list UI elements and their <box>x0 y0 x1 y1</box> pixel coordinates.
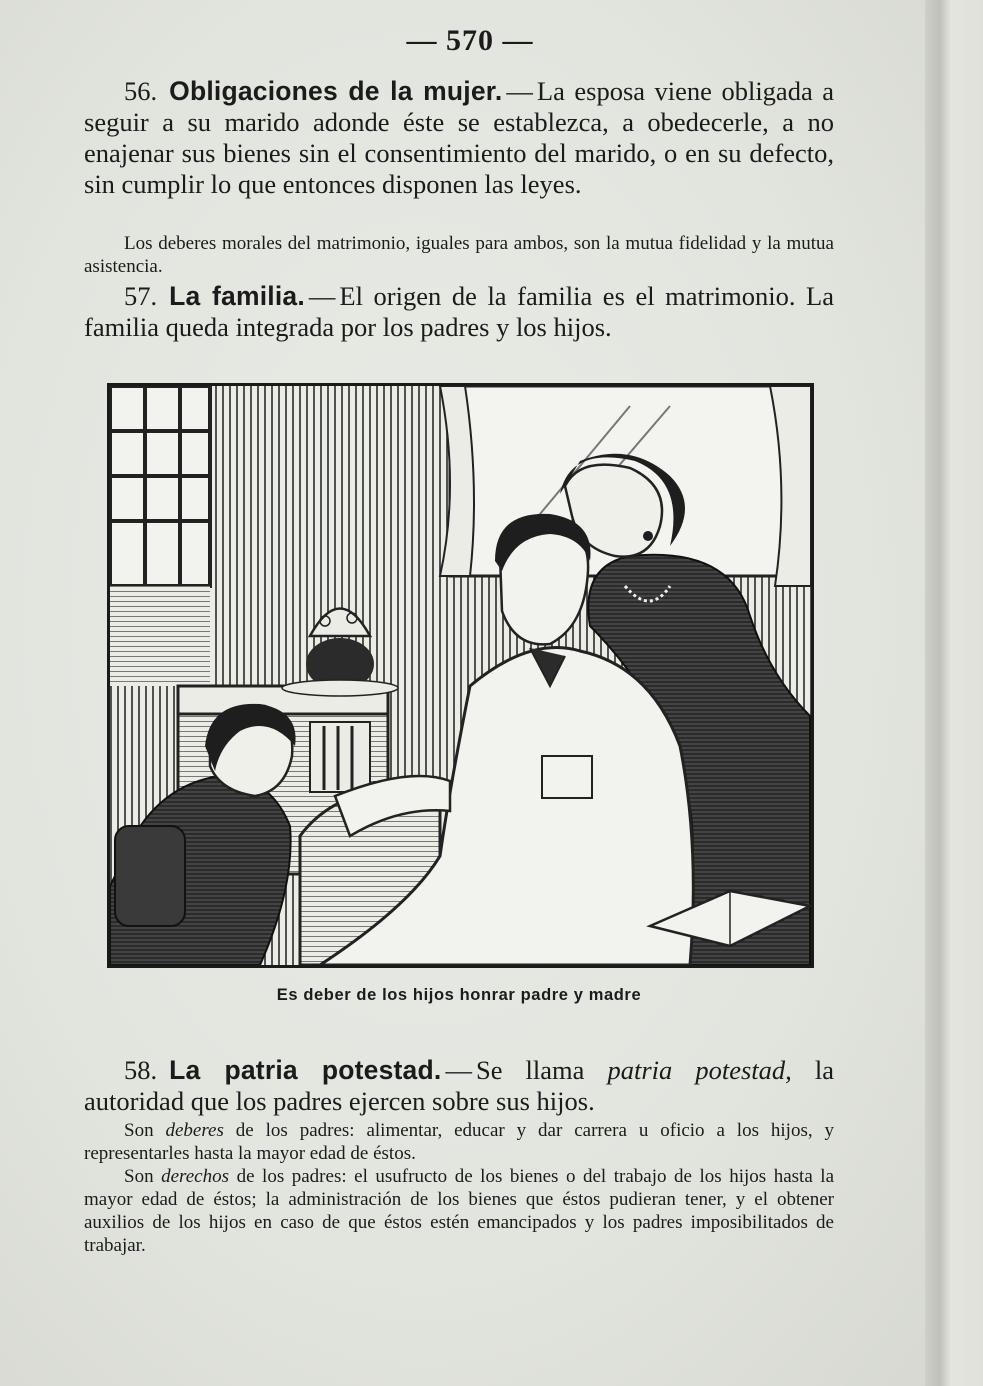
school-satchel <box>115 826 185 926</box>
illustration-drawing <box>110 386 811 965</box>
section-58-text-after: la autoridad que los padres ejercen sobre sus hijos. <box>84 1055 835 1116</box>
duties-text: de los padres: alimentar, educar y dar carrera u oficio a los hijos, y representarles hasta la mayor edad de éstos. <box>84 1120 834 1164</box>
section-57-text: El origen de la familia es el matrimonio. La familia queda integrada por los padres y los hijos. <box>84 281 834 342</box>
section-57-title: La familia. <box>169 281 305 311</box>
section-58-rights <box>84 1165 834 1257</box>
page-number: — 570 — <box>406 24 534 57</box>
rights-term: derechos <box>161 1166 230 1187</box>
duties-prefix: Son <box>124 1120 154 1141</box>
section-56-number: 56. <box>124 76 158 106</box>
section-56-note: Los deberes morales del matrimonio, iguales para ambos, son la mutua fidelidad y la mutua asistencia. <box>84 233 834 277</box>
section-56-title: Obligaciones de la mujer. <box>169 76 503 106</box>
section-58-number: 58. <box>124 1055 158 1085</box>
section-58-duties <box>84 1119 834 1165</box>
section-58-dash: — <box>445 1055 472 1085</box>
duties-term: deberes <box>165 1120 224 1141</box>
rights-prefix: Son <box>124 1166 154 1187</box>
section-57 <box>84 281 834 343</box>
section-58-term: patria potestad, <box>607 1055 792 1085</box>
section-58-title: La patria potestad. <box>169 1055 442 1085</box>
section-57-number: 57. <box>124 281 158 311</box>
section-58 <box>84 1055 834 1117</box>
family-illustration <box>107 383 814 968</box>
section-56-text: La esposa viene obligada a seguir a su marido adonde éste se establezca, a obedecerle, a no enajenar sus bienes sin el consentimiento del marido, o en su defecto, sin cumplir lo que entonces disponen las leyes. <box>84 76 834 199</box>
section-58-text-before: Se llama <box>475 1055 585 1085</box>
rights-text: de los padres: el usufructo de los bienes o del trabajo de los hijos hasta la mayor edad de éstos; la administración de los bienes que éstos pudieran tener, y el obtener auxilios de los hijos en caso de que éstos estén emancipados y los padres imposibilitados de trabajar. <box>84 1166 835 1256</box>
section-56 <box>84 76 834 200</box>
left-window <box>110 386 210 686</box>
book-gutter <box>925 0 983 1386</box>
section-57-dash: — <box>308 281 336 311</box>
section-56-dash: — <box>506 76 533 106</box>
illustration-caption: Es deber de los hijos honrar padre y madre <box>276 986 642 1004</box>
